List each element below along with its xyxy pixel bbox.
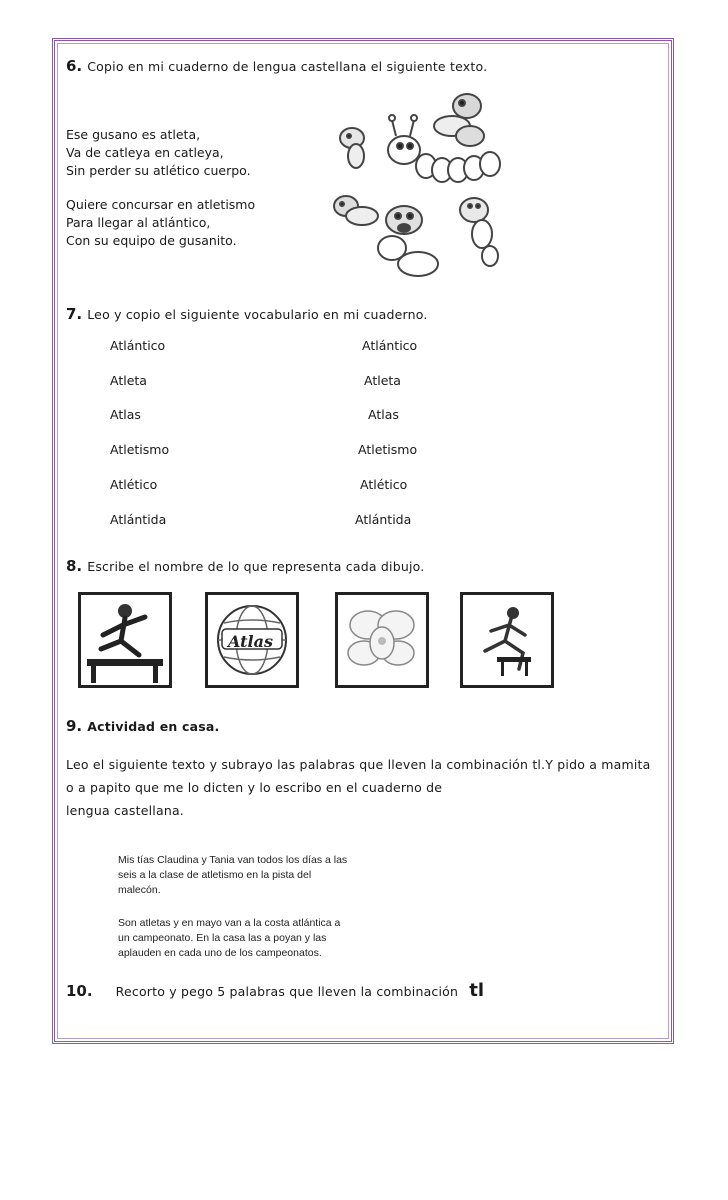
poem-line: Quiere concursar en atletismo xyxy=(66,197,256,212)
section-6-heading xyxy=(66,56,487,75)
vocab-word: Atletismo xyxy=(358,442,418,457)
paragraph-line: aplauden en cada uno de los campeonatos. xyxy=(118,947,322,959)
section-title: Actividad en casa. xyxy=(87,719,220,734)
section-number: 6. xyxy=(66,57,83,75)
vocab-word: Atleta xyxy=(364,373,401,388)
reading-paragraph-2 xyxy=(118,916,340,961)
hurdler-woman-icon xyxy=(463,595,551,685)
instruction-line: o a papito que me lo dicten y lo escribo en el cuaderno de xyxy=(66,780,443,795)
hurdler-man-icon xyxy=(81,595,169,685)
poem-line: Con su equipo de gusanito. xyxy=(66,233,237,248)
picture-hurdler-man xyxy=(78,592,172,688)
poem-line: Para llegar al atlántico, xyxy=(66,215,211,230)
picture-atlas-globe xyxy=(205,592,299,688)
section-number: 8. xyxy=(66,557,83,575)
vocab-word: Atlántida xyxy=(110,512,167,527)
poem-spacer xyxy=(66,180,255,196)
section-9-instructions xyxy=(66,753,651,822)
poem xyxy=(66,126,255,250)
section-number: 10. xyxy=(66,982,93,1000)
picture-hurdler-woman xyxy=(460,592,554,688)
section-10-heading xyxy=(66,980,484,1001)
section-instruction: Leo y copio el siguiente vocabulario en mi cuaderno. xyxy=(87,307,428,322)
poem-line: Ese gusano es atleta, xyxy=(66,127,201,142)
section-instruction: Recorto y pego 5 palabras que lleven la combinación xyxy=(115,984,459,999)
flower-icon xyxy=(338,595,426,685)
reading-paragraph-1 xyxy=(118,853,347,898)
vocab-word: Atlas xyxy=(368,407,399,422)
section-number: 7. xyxy=(66,305,83,323)
globe-label: Atlas xyxy=(228,632,273,651)
vocab-word: Atlántico xyxy=(362,338,418,353)
vocab-word: Atletismo xyxy=(110,442,170,457)
section-9-heading xyxy=(66,716,220,735)
vocab-word: Atlético xyxy=(360,477,408,492)
section-7-heading xyxy=(66,304,428,323)
paragraph-line: un campeonato. En la casa las a poyan y las xyxy=(118,932,327,944)
vocab-word: Atleta xyxy=(110,373,147,388)
poem-line: Sin perder su atlético cuerpo. xyxy=(66,163,251,178)
instruction-line: Leo el siguiente texto y subrayo las palabras que lleven la combinación tl.Y pido a mamita xyxy=(66,757,651,772)
instruction-line: lengua castellana. xyxy=(66,803,184,818)
vocab-word: Atlético xyxy=(110,477,158,492)
vocab-word: Atlas xyxy=(110,407,141,422)
section-instruction: Escribe el nombre de lo que representa cada dibujo. xyxy=(87,559,425,574)
vocab-word: Atlántida xyxy=(355,512,412,527)
paragraph-line: malecón. xyxy=(118,884,161,896)
section-instruction: Copio en mi cuaderno de lengua castellana el siguiente texto. xyxy=(87,59,488,74)
vocab-word: Atlántico xyxy=(110,338,166,353)
worms-illustration xyxy=(322,88,522,284)
combination-tl: tl xyxy=(469,980,485,1001)
section-8-heading xyxy=(66,556,424,575)
paragraph-line: Son atletas y en mayo van a la costa atlántica a xyxy=(118,917,341,929)
picture-catleya-flower xyxy=(335,592,429,688)
poem-line: Va de catleya en catleya, xyxy=(66,145,224,160)
paragraph-line: seis a la clase de atletismo en la pista del xyxy=(118,869,312,881)
section-number: 9. xyxy=(66,717,83,735)
paragraph-line: Mis tías Claudina y Tania van todos los días a las xyxy=(118,854,348,866)
